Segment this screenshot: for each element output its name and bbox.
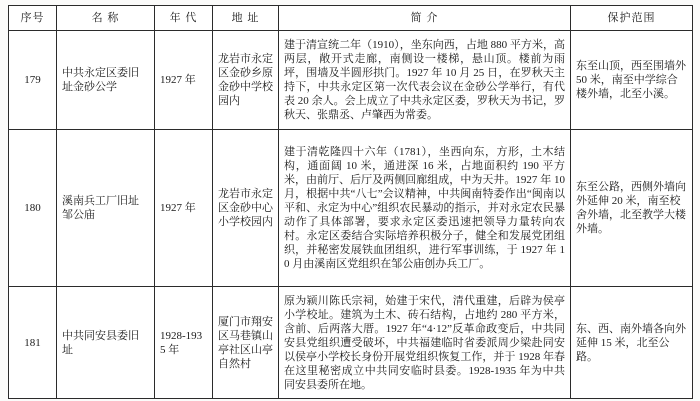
table-row [9, 287, 693, 399]
heritage-sites-table [8, 5, 693, 399]
cell-intro: 建于清宣统二年（1910），坐东向西，占地 880 平方米，高两层，敞开式走廊，南侧设一楼梯，悬山顶。楼前为雨坪，围墙及半圆形拱门。1927 年 10 月 25 日，在罗秋天主持下，中共永定区第一次代表会议在金砂公学举行，有代表 20 余人。会上成立了中共永定区委，罗秋天为书记，罗秋天、张鼎丞、卢肇西为常委。 [279, 31, 571, 130]
cell-protection: 东、西、南外墙各向外延伸 15 米，北至公路。 [571, 287, 693, 399]
cell-site-name: 中共永定区委旧址金砂公学 [57, 31, 155, 130]
header-protection: 保护范围 [571, 6, 693, 31]
header-address: 地 址 [213, 6, 279, 31]
cell-site-name: 溪南兵工厂旧址邹公庙 [57, 130, 155, 287]
cell-protection: 东至公路，西侧外墙向外延伸 20 米，南至校舍外墙，北至教学大楼外墙。 [571, 130, 693, 287]
cell-intro: 原为颍川陈氏宗祠，始建于宋代，清代重建，后辟为侯亭小学校址。建筑为土木、砖石结构，占地约 280 平方米，含前、后两落大厝。1927 年“4·12”反革命政变后，中共同安县党组织遭受破坏，中共福建临时省委派周少梁赴同安以侯亭小学校长身份开展党组织恢复工作，并于 1928 年春在这里秘密成立中共同安临时县委。1928-1935 年为中共同安县委所在地。 [279, 287, 571, 399]
header-name: 名 称 [57, 6, 155, 31]
cell-protection: 东至山顶，西至围墙外 50 米，南至中学综合楼外墙，北至小溪。 [571, 31, 693, 130]
cell-era: 1927 年 [155, 130, 213, 287]
cell-site-name: 中共同安县委旧址 [57, 287, 155, 399]
header-era: 年 代 [155, 6, 213, 31]
cell-serial: 181 [9, 287, 57, 399]
header-intro: 简 介 [279, 6, 571, 31]
cell-address: 龙岩市永定区金砂中心小学校园内 [213, 130, 279, 287]
cell-intro: 建于清乾隆四十六年（1781），坐西向东，方形，土木结构，通面阔 10 米，通进深 16 米，占地面积约 190 平方米，由前厅、后厅及两侧回廊组成，中为天井。1927 年 10 月，根据中共“八七”会议精神，中共闽南特委作出“闽南以平和、永定为中心”组织农民暴动的指示，并对永定农民暴动作了具体部署，要求永定区委迅速把领导力量转向农村。永定区委结合实际培养积极分子，健全和发展党团组织，并秘密发展铁血团组织，进行军事训练，于 1927 年 10 月由溪南区党组织在邹公庙创办兵工厂。 [279, 130, 571, 287]
cell-era: 1927 年 [155, 31, 213, 130]
cell-address: 龙岩市永定区金砂乡原金砂中学校园内 [213, 31, 279, 130]
header-row [9, 6, 693, 31]
table-row [9, 31, 693, 130]
header-id: 序号 [9, 6, 57, 31]
table-row [9, 130, 693, 287]
cell-serial: 180 [9, 130, 57, 287]
cell-serial: 179 [9, 31, 57, 130]
cell-address: 厦门市翔安区马巷镇山亭社区山亭自然村 [213, 287, 279, 399]
cell-era: 1928-1935 年 [155, 287, 213, 399]
